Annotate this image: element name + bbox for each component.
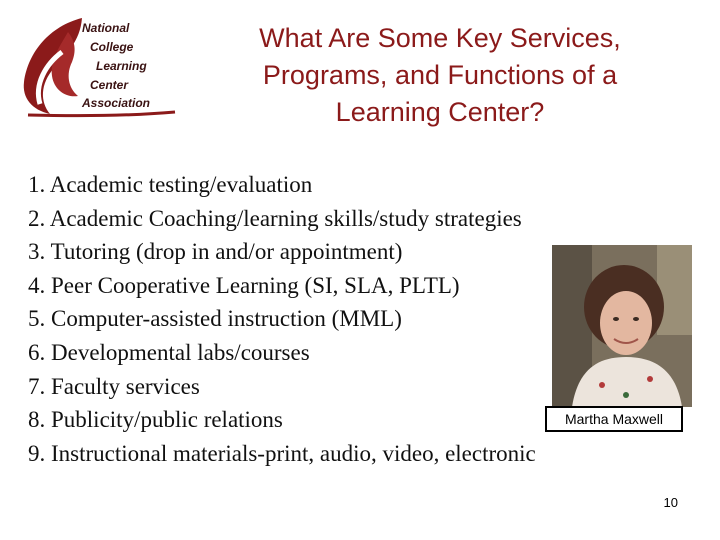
list-item: 3. Tutoring (drop in and/or appointment)	[28, 239, 403, 265]
list-item: 6. Developmental labs/courses	[28, 339, 310, 365]
list-item: 4. Peer Cooperative Learning (SI, SLA, PLTL)	[28, 272, 460, 298]
title-line-2: Programs, and Functions of a	[262, 60, 618, 90]
list-item: 5. Computer-assisted instruction (MML)	[28, 306, 402, 332]
logo-line-4: Center	[90, 78, 129, 92]
page-number: 10	[663, 495, 678, 510]
list-item: 8. Publicity/public relations	[28, 407, 283, 433]
slide-title	[210, 20, 670, 131]
list-item: 9. Instructional materials-print, audio, video, electronic	[28, 440, 536, 466]
logo-line-1: National	[82, 21, 130, 35]
services-list	[28, 168, 536, 470]
logo-line-3: Learning	[96, 59, 147, 73]
photo-caption: Martha Maxwell	[545, 406, 683, 432]
ncla-logo	[10, 12, 180, 120]
list-item: 2. Academic Coaching/learning skills/study strategies	[28, 205, 522, 231]
list-item: 7. Faculty services	[28, 373, 200, 399]
title-line-1: What Are Some Key Services,	[259, 23, 621, 53]
list-item: 1. Academic testing/evaluation	[28, 172, 313, 197]
title-line-3: Learning Center?	[335, 97, 545, 127]
portrait-photo	[552, 245, 692, 407]
logo-line-2: College	[90, 40, 134, 54]
logo-line-5: Association	[82, 96, 151, 110]
